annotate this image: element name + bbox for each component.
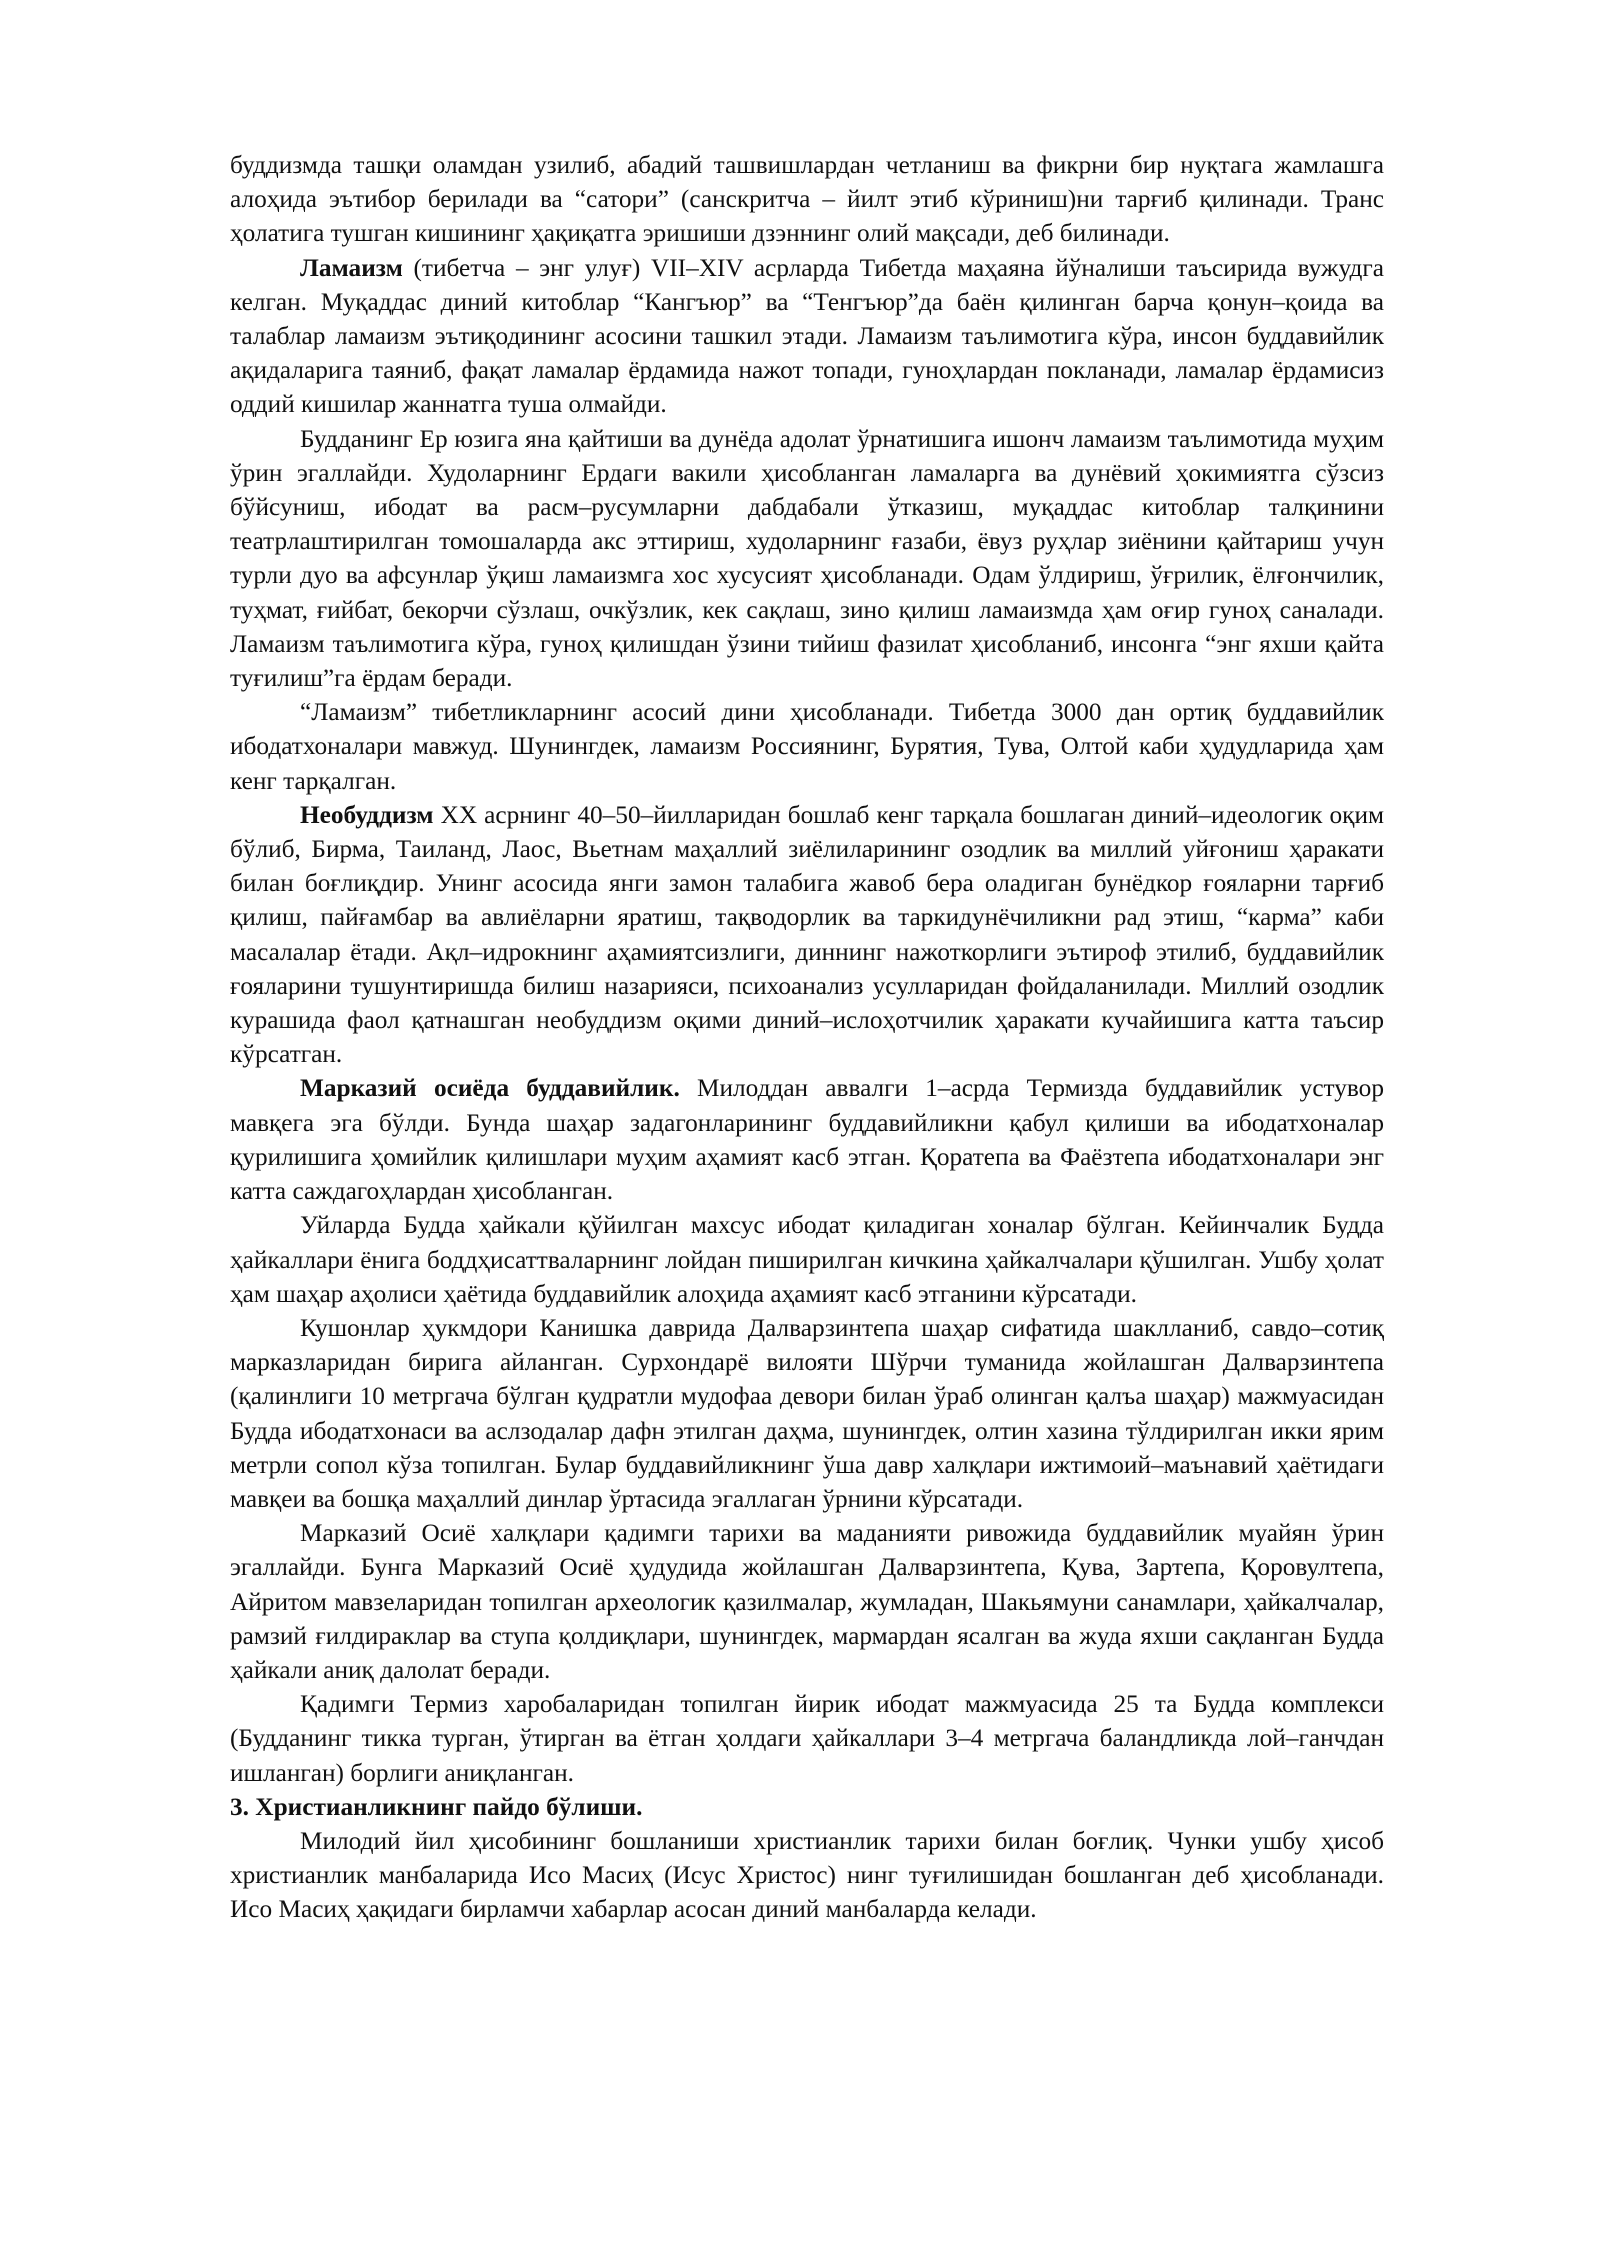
paragraph-neobuddhism <box>230 798 1384 1072</box>
paragraph-text: Будданинг Ер юзига яна қайтиши ва дунёда адолат ўрнатишига ишонч ламаизм таълимотида муҳим ўрин эгаллайди. Худоларнинг Ердаги вакили ҳисобланган ламаларга ва дунёвий ҳокимиятга сўзсиз бўйсуниш, ибодат ва расм–русумларни дабдабали ўтказиш, муқаддас китоблар талқинини театрлаштирилган томошаларда акс эттириш, худоларнинг ғазаби, ёвуз руҳлар зиёнини қайтариш учун турли дуо ва афсунлар ўқиш ламаизмга хос хусусият ҳисобланади. Одам ўлдириш, ўғрилик, ёлғончилик, туҳмат, ғийбат, бекорчи сўзлаш, очкўзлик, кек сақлаш, зино қилиш ламаизмда ҳам оғир гуноҳ саналади. Ламаизм таълимотига кўра, гуноҳ қилишдан ўзини тийиш фазилат ҳисобланиб, инсонга “энг яхши қайта туғилиш”га ёрдам беради. <box>230 424 1384 693</box>
paragraph-termez <box>230 1687 1384 1790</box>
paragraph-text: XX асрнинг 40–50–йилларидан бошлаб кенг тарқала бошлаган диний–идеологик оқим бўлиб, Бирма, Таиланд, Лаос, Вьетнам маҳаллий зиёлиларининг озодлик ва миллий уйғониш ҳаракати билан боғлиқдир. Унинг асосида янги замон талабига жавоб бера оладиган бунёдкор ғояларни тарғиб қилиш, пайғамбар ва авлиёларни яратиш, тақводорлик ва таркидунёчиликни рад этиш, “карма” каби масалалар ётади. Ақл–идрокнинг аҳамиятсизлиги, диннинг нажоткорлиги эътироф этилиб, буддавийлик ғояларини тушунтиришда билиш назарияси, психоанализ усулларидан фойдаланилади. Миллий озодлик курашида фаол қатнашган необуддизм оқими диний–ислоҳотчилик ҳаракати кучайишига катта таъсир кўрсатган. <box>230 800 1384 1069</box>
paragraph-buddha-statues <box>230 1208 1384 1311</box>
term-lamaism: Ламаизм <box>300 253 403 282</box>
paragraph-archaeology <box>230 1516 1384 1687</box>
paragraph-lamaism-doctrine <box>230 422 1384 696</box>
paragraph-text: Қадимги Термиз харобаларидан топилган йирик ибодат мажмуасида 25 та Будда комплекси (Будданинг тикка турган, ўтирган ва ётган ҳолдаги ҳайкаллари 3–4 метргача баландликда лой–ганчдан ишланган) борлиги аниқланган. <box>230 1690 1384 1787</box>
term-neobuddhism: Необуддизм <box>300 800 434 829</box>
paragraph-text: Уйларда Будда ҳайкали қўйилган махсус ибодат қиладиган хоналар бўлган. Кейинчалик Будда ҳайкаллари ёнига боддҳисаттваларнинг лойдан пиширилган кичкина ҳайкалчалари қўшилган. Ушбу ҳолат ҳам шаҳар аҳолиси ҳаётида буддавийлик алоҳида аҳамият касб этганини кўрсатади. <box>230 1211 1384 1308</box>
paragraph-text: Кушонлар ҳукмдори Канишка даврида Далварзинтепа шаҳар сифатида шаклланиб, савдо–сотиқ марказларидан бирига айланган. Сурхондарё вилояти Шўрчи туманида жойлашган Далварзинтепа (қалинлиги 10 метргача бўлган қудратли мудофаа девори билан ўраб олинган қалъа шаҳар) мажмуасидан Будда ибодатхонаси ва аслзодалар дафн этилган даҳма, шунингдек, олтин хазина тўлдирилган икки ярим метрли сопол кўза топилган. Булар буддавийликнинг ўша давр халқлари ижтимоий–маънавий ҳаётидаги мавқеи ва бошқа маҳаллий динлар ўртасида эгаллаган ўрнини кўрсатади. <box>230 1313 1384 1513</box>
paragraph-text: буддизмда ташқи оламдан узилиб, абадий ташвишлардан четланиш ва фикрни бир нуқтага жамлашга алоҳида эътибор берилади ва “сатори” (санскритча – йилт этиб кўриниш)ни тарғиб қилинади. Транс ҳолатига тушган кишининг ҳақиқатга эришиши дзэннинг олий мақсади, деб билинади. <box>230 151 1384 248</box>
document-page <box>230 148 1384 1927</box>
paragraph-text: Милоддан аввалги 1–асрда Термизда буддавийлик устувор мавқега эга бўлди. Бунда шаҳар задагонларининг буддавийликни қабул қилиши ва ибодатхоналар қурилишига ҳомийлик қилишлари муҳим аҳамият касб этган. Қоратепа ва Фаёзтепа ибодатхоналари энг катта саждагоҳлардан ҳисобланган. <box>230 1074 1384 1206</box>
paragraph-christianity-intro <box>230 1824 1384 1927</box>
section-heading: 3. Христианликнинг пайдо бўлиши. <box>230 1792 643 1821</box>
paragraph-central-asia-buddhism <box>230 1071 1384 1208</box>
term-central-asia-buddhism: Марказий осиёда буддавийлик. <box>300 1074 680 1103</box>
paragraph-zen-continuation <box>230 148 1384 251</box>
paragraph-text: Милодий йил ҳисобининг бошланиши христианлик тарихи билан боғлиқ. Чунки ушбу ҳисоб христианлик манбаларида Исо Масиҳ (Исус Христос) нинг туғилишидан бошланган деб ҳисобланади. Исо Масиҳ ҳақидаги бирламчи хабарлар асосан диний манбаларда келади. <box>230 1826 1384 1924</box>
paragraph-text: Марказий Осиё халқлари қадимги тарихи ва маданияти ривожида буддавийлик муайян ўрин эгаллайди. Бунга Марказий Осиё ҳудудида жойлашган Далварзинтепа, Қува, Зартепа, Қоровултепа, Айритом мавзеларидан топилган археологик қазилмалар, жумладан, Шакьямуни санамлари, ҳайкалчалар, рамзий ғилдираклар ва ступа қолдиқлари, шунингдек, мармардан ясалган ва жуда яхши сақланган Будда ҳайкали аниқ далолат беради. <box>230 1519 1384 1684</box>
paragraph-text: (тибетча – энг улуғ) VII–XIV асрларда Тибетда маҳаяна йўналиши таъсирида вужудга келган. Муқаддас диний китоблар “Кангъюр” ва “Тенгъюр”да баён қилинган барча қонун–қоида ва талаблар ламаизм эътиқодининг асосини ташкил этади. Ламаизм таълимотига кўра, инсон буддавийлик ақидаларига таяниб, фақат ламалар ёрдамида нажот топади, гуноҳлардан покланади, ламалар ёрдамисиз оддий кишилар жаннатга туша олмайди. <box>230 253 1384 419</box>
paragraph-lamaism <box>230 251 1384 422</box>
paragraph-text: “Ламаизм” тибетликларнинг асосий дини ҳисобланади. Тибетда 3000 дан ортиқ буддавийлик ибодатхоналари мавжуд. Шунингдек, ламаизм Россиянинг, Бурятия, Тува, Олтой каби ҳудудларида ҳам кенг тарқалган. <box>230 698 1384 795</box>
paragraph-lamaism-spread <box>230 695 1384 798</box>
paragraph-dalvarzintepa <box>230 1311 1384 1516</box>
